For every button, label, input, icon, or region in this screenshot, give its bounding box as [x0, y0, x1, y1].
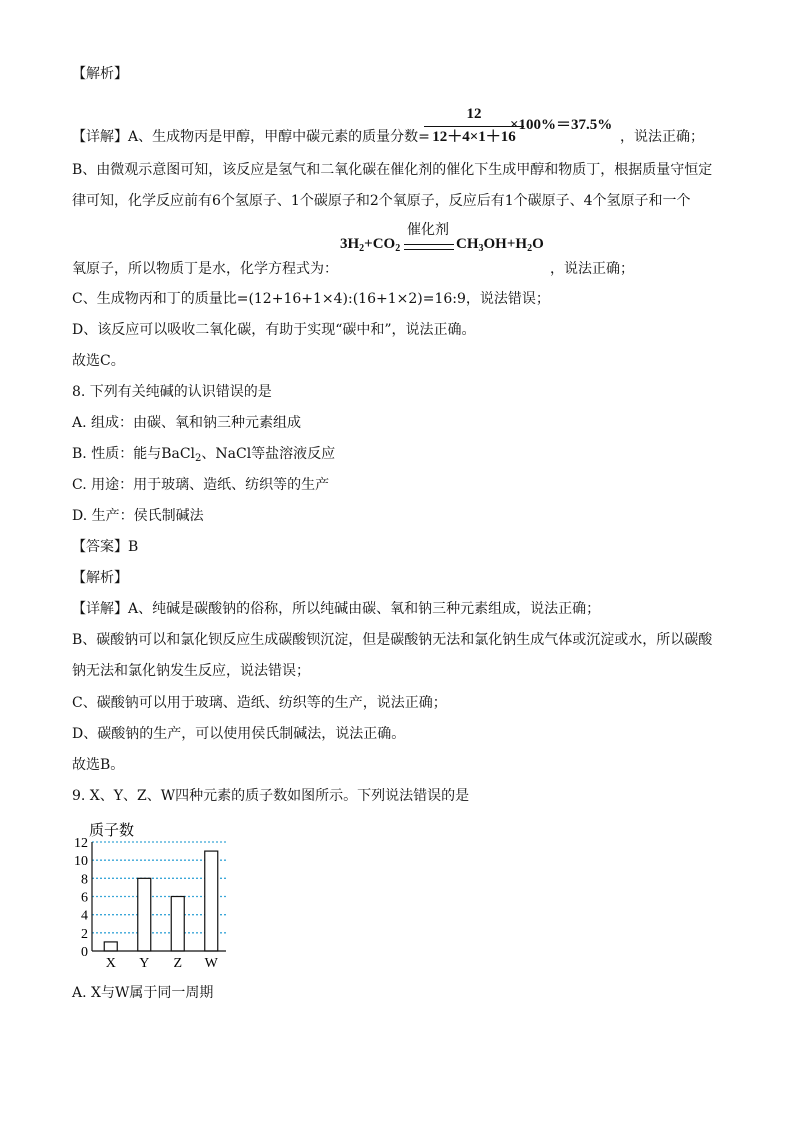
question-9-option-a: A. X与W属于同一周期: [72, 985, 214, 1001]
detail2-c-line: C、碳酸钠可以用于玻璃、造纸、纺织等的生产，说法正确；: [72, 695, 447, 711]
proton-number-bar-chart: [62, 812, 262, 972]
bar-x: [104, 942, 117, 951]
equation-equals-sign: [404, 244, 454, 250]
bar-y: [138, 878, 151, 951]
detail2-a-line: 【详解】A、纯碱是碳酸钠的俗称，所以纯碱由碳、氧和钠三种元素组成，说法正确；: [72, 601, 601, 617]
question-9-stem: 9. X、Y、Z、W四种元素的质子数如图所示。下列说法错误的是: [72, 788, 470, 804]
mass-fraction-formula: [424, 104, 524, 146]
y-tick-label: 12: [74, 836, 88, 851]
question-8-option-c: C. 用途：用于玻璃、造纸、纺织等的生产: [72, 477, 330, 493]
fraction-multiplier: ×100%＝37.5%: [510, 117, 613, 133]
detail-b-tail: ，说法正确；: [550, 261, 634, 277]
solution-heading-2: 【解析】: [72, 570, 128, 586]
detail-b-line-3: 氧原子，所以物质丁是水，化学方程式为：: [72, 261, 338, 277]
equation-catalyst-label: 催化剂: [407, 222, 449, 238]
chemical-equation-left: $3H_2+CO_2$: [340, 236, 401, 254]
detail-c-line: C、生成物丙和丁的质量比=(12+16+1×4):(16+1×2)=16:9，说法错误；: [72, 291, 550, 307]
detail-b-line-2: 律可知，化学反应前有6个氢原子、1个碳原子和2个氧原子，反应后有1个碳原子、4个氢原子和一个: [72, 193, 691, 209]
question-8-option-b: B. 性质：能与BaCl$_2$、NaCl等盐溶液反应: [72, 446, 336, 464]
detail-a-tail: ，说法正确；: [620, 129, 704, 145]
fraction-numerator: 12: [466, 106, 482, 122]
bar-w: [205, 851, 218, 951]
fraction-denominator: 12＋4×1＋16: [432, 129, 516, 145]
chemical-equation-right: $CH_3OH+H_2O$: [456, 236, 544, 254]
x-tick-label: X: [105, 956, 116, 971]
x-tick-label: W: [204, 956, 218, 971]
y-tick-label: 2: [81, 926, 88, 942]
y-tick-label: 8: [81, 872, 88, 888]
detail-b-line-1: B、由微观示意图可知，该反应是氢气和二氧化碳在催化剂的催化下生成甲醇和物质丁，根据质量守恒定: [72, 162, 713, 178]
question-8-option-a: A. 组成：由碳、氧和钠三种元素组成: [72, 415, 302, 431]
detail2-b-line-1: B、碳酸钠可以和氯化钡反应生成碳酸钡沉淀，但是碳酸钠无法和氯化钠生成气体或沉淀或水，所以碳酸: [72, 632, 713, 648]
y-tick-label: 10: [74, 854, 88, 870]
y-tick-label: 0: [81, 945, 88, 960]
question-8-stem: 8. 下列有关纯碱的认识错误的是: [72, 384, 272, 400]
x-tick-label: Z: [173, 956, 183, 971]
choice-conclusion-1: 故选C。: [72, 353, 125, 369]
bar-z: [171, 897, 184, 952]
answer-line: 【答案】B: [72, 539, 139, 555]
question-8-option-d: D. 生产：侯氏制碱法: [72, 508, 204, 524]
detail2-d-line: D、碳酸钠的生产，可以使用侯氏制碱法，说法正确。: [72, 726, 406, 742]
detail-a-line: 【详解】A、生成物丙是甲醇，甲醇中碳元素的质量分数=: [72, 129, 430, 145]
chart-ylabel: 质子数: [89, 823, 135, 839]
y-tick-label: 4: [81, 908, 88, 924]
solution-heading-1: 【解析】: [72, 66, 128, 82]
x-tick-label: Y: [139, 956, 150, 971]
y-tick-label: 6: [81, 890, 88, 906]
detail2-b-line-2: 钠无法和氯化钠发生反应，说法错误；: [72, 663, 310, 679]
choice-conclusion-2: 故选B。: [72, 757, 125, 773]
fraction-bar: [424, 126, 524, 127]
detail-d-line: D、该反应可以吸收二氧化碳，有助于实现“碳中和”，说法正确。: [72, 322, 476, 338]
